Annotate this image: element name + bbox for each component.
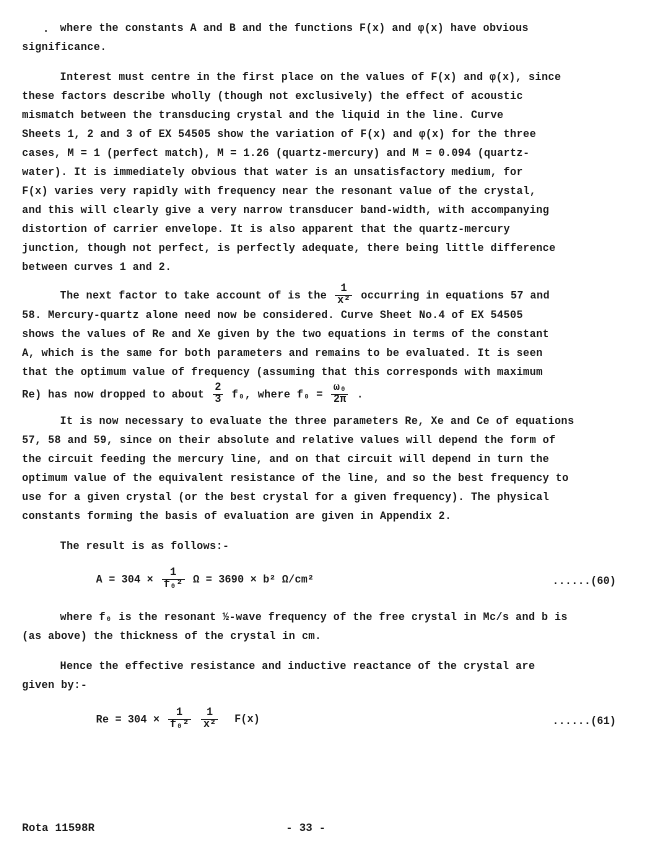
text-line: constants forming the basis of evaluation are given in Appendix 2. bbox=[22, 511, 452, 523]
fraction-denominator: x² bbox=[203, 719, 217, 731]
paragraph-5 bbox=[22, 538, 622, 557]
text-line: between curves 1 and 2. bbox=[22, 262, 172, 274]
text-line: these factors describe wholly (though not exclusively) the effect of acoustic bbox=[22, 91, 524, 103]
page-number: - 33 - bbox=[286, 823, 326, 835]
paragraph-2 bbox=[22, 69, 622, 278]
fraction-denominator: 2π bbox=[333, 394, 347, 406]
text-line: given by:- bbox=[22, 680, 88, 692]
fraction-denominator: f₀² bbox=[163, 579, 183, 591]
equation-lhs: A = 304 × bbox=[96, 574, 154, 587]
text-line: junction, though not perfect, is perfectly adequate, there being little difference bbox=[22, 243, 556, 255]
text-segment: . bbox=[356, 389, 364, 402]
fraction-numerator: 1 bbox=[201, 708, 218, 720]
text-line bbox=[22, 284, 622, 307]
text-line: It is now necessary to evaluate the three parameters Re, Xe and Ce of equations bbox=[60, 416, 575, 428]
paragraph-1 bbox=[22, 20, 622, 58]
text-line: optimum value of the equivalent resistance of the line, and so the best frequency to bbox=[22, 473, 569, 485]
text-segment: occurring in equations 57 and bbox=[360, 290, 550, 303]
text-segment: The next factor to take account of is the bbox=[60, 290, 327, 303]
text-line: where the constants A and B and the functions F(x) and φ(x) have obvious bbox=[60, 23, 529, 35]
paragraph-7 bbox=[22, 658, 622, 696]
text-line: Hence the effective resistance and inductive reactance of the crystal are bbox=[60, 661, 536, 673]
fraction-numerator: 1 bbox=[335, 284, 352, 296]
equation-rhs: F(x) bbox=[234, 714, 260, 727]
text-segment: Re) has now dropped to about bbox=[22, 389, 205, 402]
paragraph-6 bbox=[22, 609, 622, 647]
equation-lhs: Re = 304 × bbox=[96, 714, 160, 727]
fraction bbox=[331, 383, 348, 406]
fraction bbox=[201, 708, 218, 731]
fraction-denominator: 3 bbox=[214, 394, 222, 406]
fraction bbox=[335, 284, 352, 307]
text-line: A, which is the same for both parameters and remains to be evaluated. It is seen bbox=[22, 348, 543, 360]
fraction-numerator: ω₀ bbox=[333, 382, 347, 394]
paragraph-4 bbox=[22, 413, 622, 527]
text-line: F(x) varies very rapidly with frequency near the resonant value of the crystal, bbox=[22, 186, 537, 198]
text-line: The result is as follows:- bbox=[60, 541, 230, 553]
text-line: Sheets 1, 2 and 3 of EX 54505 show the variation of F(x) and φ(x) for the three bbox=[22, 129, 537, 141]
fraction bbox=[168, 708, 191, 731]
footer-reference: Rota 11598R bbox=[22, 823, 95, 835]
fraction-numerator: 1 bbox=[168, 708, 191, 720]
fraction-denominator: x² bbox=[337, 295, 351, 307]
text-line bbox=[22, 383, 622, 406]
fraction-denominator: f₀² bbox=[169, 719, 190, 731]
text-line: distortion of carrier envelope. It is also apparent that the quartz-mercury bbox=[22, 224, 511, 236]
text-line: where f₀ is the resonant ½-wave frequency of the free crystal in Mc/s and b is bbox=[60, 612, 568, 624]
equation-61 bbox=[96, 708, 260, 731]
text-segment: f₀, where f₀ = bbox=[231, 389, 323, 402]
equation-rhs: Ω = 3690 × b² Ω/cm² bbox=[193, 574, 314, 587]
text-line: Interest must centre in the first place on the values of F(x) and φ(x), since bbox=[60, 72, 562, 84]
text-line: the circuit feeding the mercury line, and on that circuit will depend in turn the bbox=[22, 454, 550, 466]
fraction-numerator: 2 bbox=[214, 382, 222, 394]
text-line: 57, 58 and 59, since on their absolute and relative values will depend the form of bbox=[22, 435, 556, 447]
equation-number: ......(61) bbox=[552, 716, 616, 728]
equation-number: ......(60) bbox=[552, 576, 616, 588]
paragraph-3 bbox=[22, 284, 622, 406]
text-line: significance. bbox=[22, 42, 107, 54]
text-line: use for a given crystal (or the best crystal for a given frequency). The physical bbox=[22, 492, 550, 504]
text-line: and this will clearly give a very narrow transducer band-width, with accompanying bbox=[22, 205, 550, 217]
text-line: shows the values of Re and Xe given by the two equations in terms of the constant bbox=[22, 329, 550, 341]
equation-60 bbox=[96, 568, 314, 591]
fraction bbox=[162, 568, 185, 591]
fraction bbox=[213, 383, 224, 406]
fraction-numerator: 1 bbox=[162, 568, 185, 580]
text-line: water). It is immediately obvious that water is an unsatisfactory medium, for bbox=[22, 167, 524, 179]
text-line: (as above) the thickness of the crystal in cm. bbox=[22, 631, 322, 643]
text-line: cases, M = 1 (perfect match), M = 1.26 (quartz-mercury) and M = 0.094 (quartz- bbox=[22, 148, 530, 160]
text-line: 58. Mercury-quartz alone need now be considered. Curve Sheet No.4 of EX 54505 bbox=[22, 310, 524, 322]
text-line: mismatch between the transducing crystal and the liquid in the line. Curve bbox=[22, 110, 504, 122]
text-line: that the optimum value of frequency (assuming that this corresponds with maximum bbox=[22, 367, 543, 379]
